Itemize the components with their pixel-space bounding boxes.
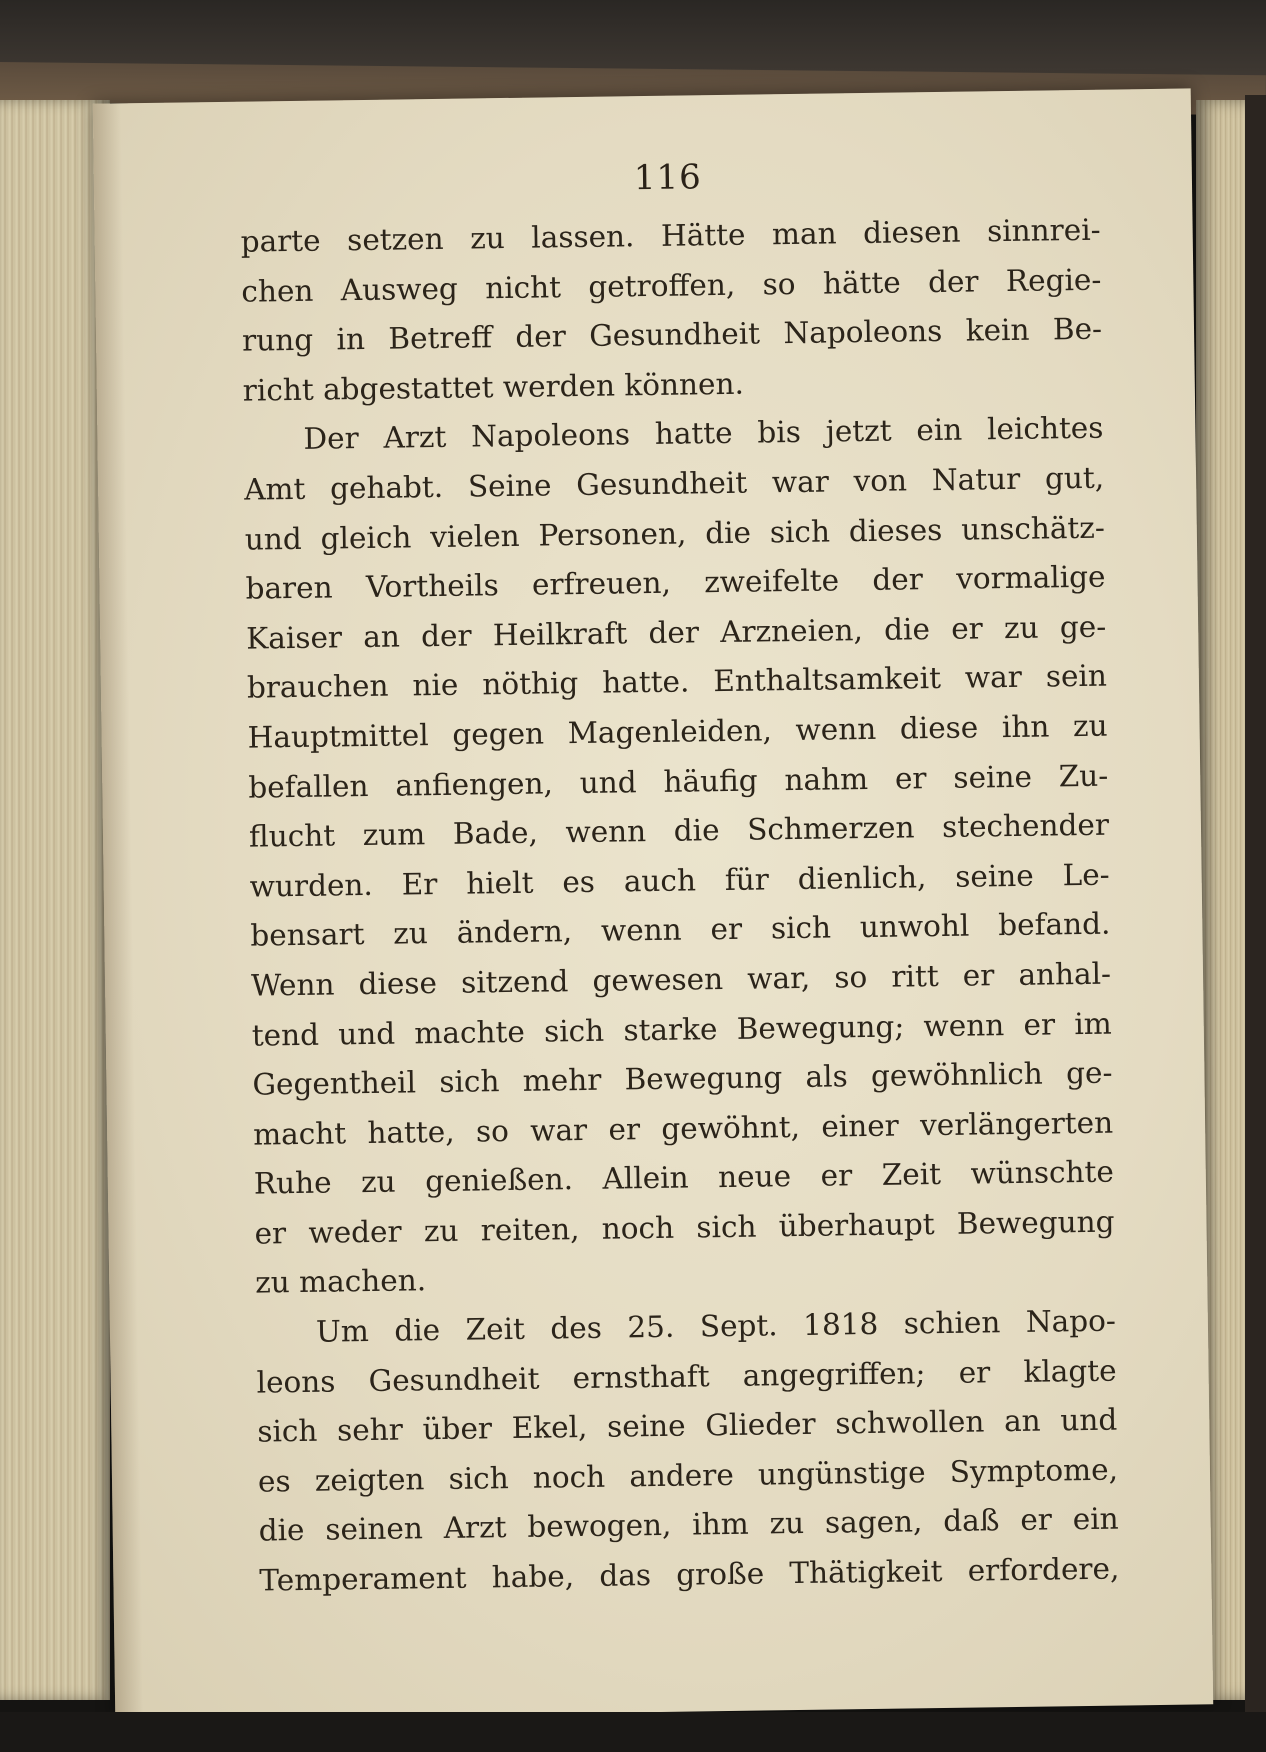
text-line: Ruhe zu genießen. Allein neue er Zeit wünschte: [253, 1154, 1115, 1201]
text-line: und gleich vielen Personen, die sich dieses unschätz-: [244, 510, 1106, 557]
text-line: parte setzen zu lassen. Hätte man diesen sinnrei-: [240, 212, 1101, 259]
book-shadow: [1245, 95, 1266, 1715]
text-line: bensart zu ändern, wenn er sich unwohl befand.: [250, 906, 1111, 953]
text-line: flucht zum Bade, wenn die Schmerzen stechender: [248, 807, 1110, 854]
text-line: Um die Zeit des 25. Sept. 1818 schien Napo-: [315, 1303, 1117, 1349]
text-line: Temperament habe, das große Thätigkeit erfordere,: [259, 1551, 1120, 1598]
text-line: Amt gehabt. Seine Gesundheit war von Natur gut,: [243, 460, 1105, 507]
text-line: Kaiser an der Heilkraft der Arzneien, die er zu ge-: [246, 609, 1107, 656]
text-line: chen Ausweg nicht getroffen, so hätte der Regie-: [241, 262, 1102, 309]
text-line: richt abgestattet werden können.: [242, 366, 745, 408]
text-line: Wenn diese sitzend gewesen war, so ritt er anhal-: [250, 956, 1112, 1003]
text-line: Der Arzt Napoleons hatte bis jetzt ein leichtes: [303, 411, 1104, 457]
text-line: rung in Betreff der Gesundheit Napoleons kein Be-: [241, 311, 1103, 358]
page-stack-left: [0, 100, 110, 1700]
text-line: Gegentheil sich mehr Bewegung als gewöhnlich ge-: [252, 1055, 1113, 1102]
text-line: er weder zu reiten, noch sich überhaupt Bewegung: [254, 1204, 1115, 1251]
text-line: die seinen Arzt bewogen, ihm zu sagen, daß er ein: [258, 1501, 1119, 1549]
text-line: wurden. Er hielt es auch für dienlich, seine Le-: [249, 857, 1110, 904]
text-line: befallen anfiengen, und häufig nahm er seine Zu-: [248, 758, 1109, 805]
text-line: Hauptmittel gegen Magenleiden, wenn diese ihn zu: [247, 708, 1108, 755]
background-bottom: [0, 1712, 1266, 1752]
text-line: brauchen nie nöthig hatte. Enthaltsamkeit war sein: [246, 658, 1108, 705]
body-text: [240, 206, 1119, 1606]
text-line: leons Gesundheit ernsthaft angegriffen; er klagte: [256, 1353, 1117, 1400]
page-number: 116: [633, 157, 703, 199]
text-line: zu machen.: [255, 1263, 427, 1301]
text-line: es zeigten sich noch andere ungünstige Symptome,: [257, 1452, 1119, 1499]
text-line: tend und machte sich starke Bewegung; wenn er im: [251, 1006, 1112, 1053]
text-line: baren Vortheils erfreuen, zweifelte der vormalige: [245, 559, 1106, 606]
text-line: macht hatte, so war er gewöhnt, einer verlängerten: [252, 1105, 1114, 1152]
text-line: sich sehr über Ekel, seine Glieder schwollen an und: [257, 1402, 1118, 1449]
book-page: [93, 88, 1213, 1719]
